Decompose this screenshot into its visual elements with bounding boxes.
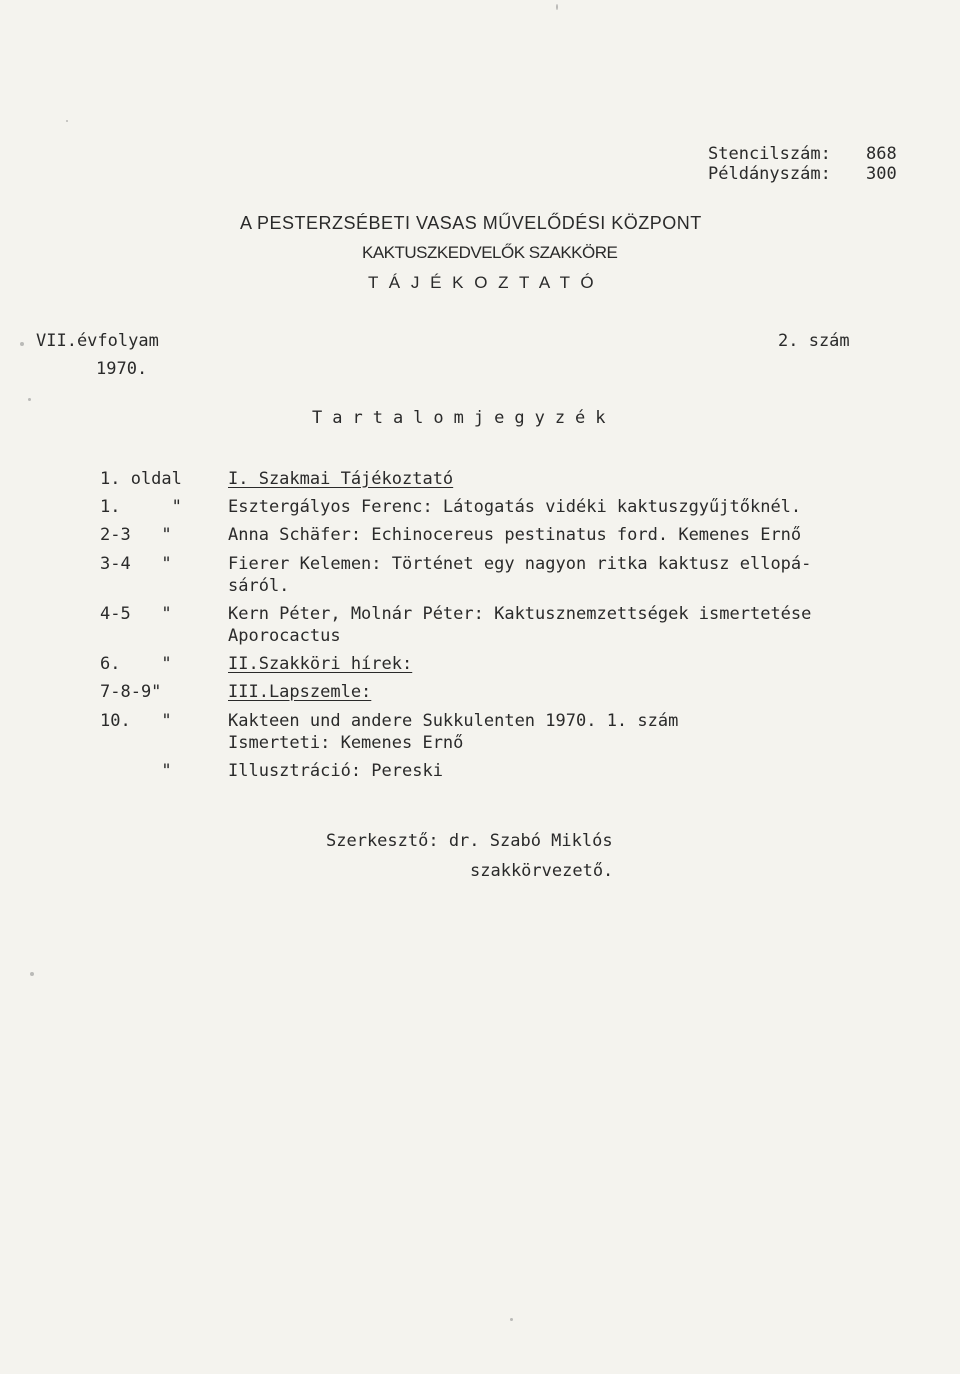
toc-page-ref: 1. oldal xyxy=(100,469,182,489)
year: 1970. xyxy=(96,359,148,379)
volume: VII.évfolyam xyxy=(36,331,159,351)
toc-page-ref: 7-8-9" xyxy=(100,682,162,702)
toc-page-ref: " xyxy=(100,761,172,781)
header-institution: A PESTERZSÉBETI VASAS MŰVELŐDÉSI KÖZPONT xyxy=(240,213,702,233)
toc-page-ref: 1. " xyxy=(100,497,182,517)
toc-entry-continuation: sáról. xyxy=(228,576,290,596)
toc-entry-text: Fierer Kelemen: Történet egy nagyon ritka kaktusz ellopá- xyxy=(228,554,812,574)
copies-label: Példányszám: xyxy=(708,164,831,184)
toc-entry-text: Illusztráció: Pereski xyxy=(228,761,443,781)
paper-speck xyxy=(30,972,34,976)
toc-entry-text: Kern Péter, Molnár Péter: Kaktusznemzettségek ismertetése xyxy=(228,604,812,624)
toc-page-ref: 3-4 " xyxy=(100,554,172,574)
editor-role: szakkörvezető. xyxy=(470,861,614,881)
paper-speck xyxy=(28,398,31,401)
toc-entry-text: Kakteen und andere Sukkulenten 1970. 1. szám xyxy=(228,711,679,731)
toc-entry-text: Esztergályos Ferenc: Látogatás vidéki kaktuszgyűjtőknél. xyxy=(228,497,802,517)
copies-value: 300 xyxy=(866,164,897,184)
toc-page-ref: 10. " xyxy=(100,711,172,731)
toc-page-ref: 4-5 " xyxy=(100,604,172,624)
paper-speck xyxy=(66,120,68,122)
editor: Szerkesztő: dr. Szabó Miklós xyxy=(326,831,613,851)
stencil-value: 868 xyxy=(866,144,897,164)
issue-number: 2. szám xyxy=(778,331,850,351)
toc-entry-text: Anna Schäfer: Echinocereus pestinatus ford. Kemenes Ernő xyxy=(228,525,802,545)
stencil-label: Stencilszám: xyxy=(708,144,831,164)
toc-title: Tartalomjegyzék xyxy=(312,408,616,428)
toc-entry-text: I. Szakmai Tájékoztató xyxy=(228,469,454,489)
toc-page-ref: 2-3 " xyxy=(100,525,172,545)
toc-entry-continuation: Ismerteti: Kemenes Ernő xyxy=(228,733,464,753)
toc-entry-text: III.Lapszemle: xyxy=(228,682,372,702)
paper-speck xyxy=(556,4,558,10)
header-club: KAKTUSZKEDVELŐK SZAKKÖRE xyxy=(362,243,618,262)
toc-page-ref: 6. " xyxy=(100,654,172,674)
toc-entry-continuation: Aporocactus xyxy=(228,626,341,646)
header-bulletin-title: T Á J É K O Z T A T Ó xyxy=(368,273,597,292)
toc-entry-text: II.Szakköri hírek: xyxy=(228,654,413,674)
paper-speck xyxy=(20,342,24,346)
paper-speck xyxy=(510,1318,513,1321)
